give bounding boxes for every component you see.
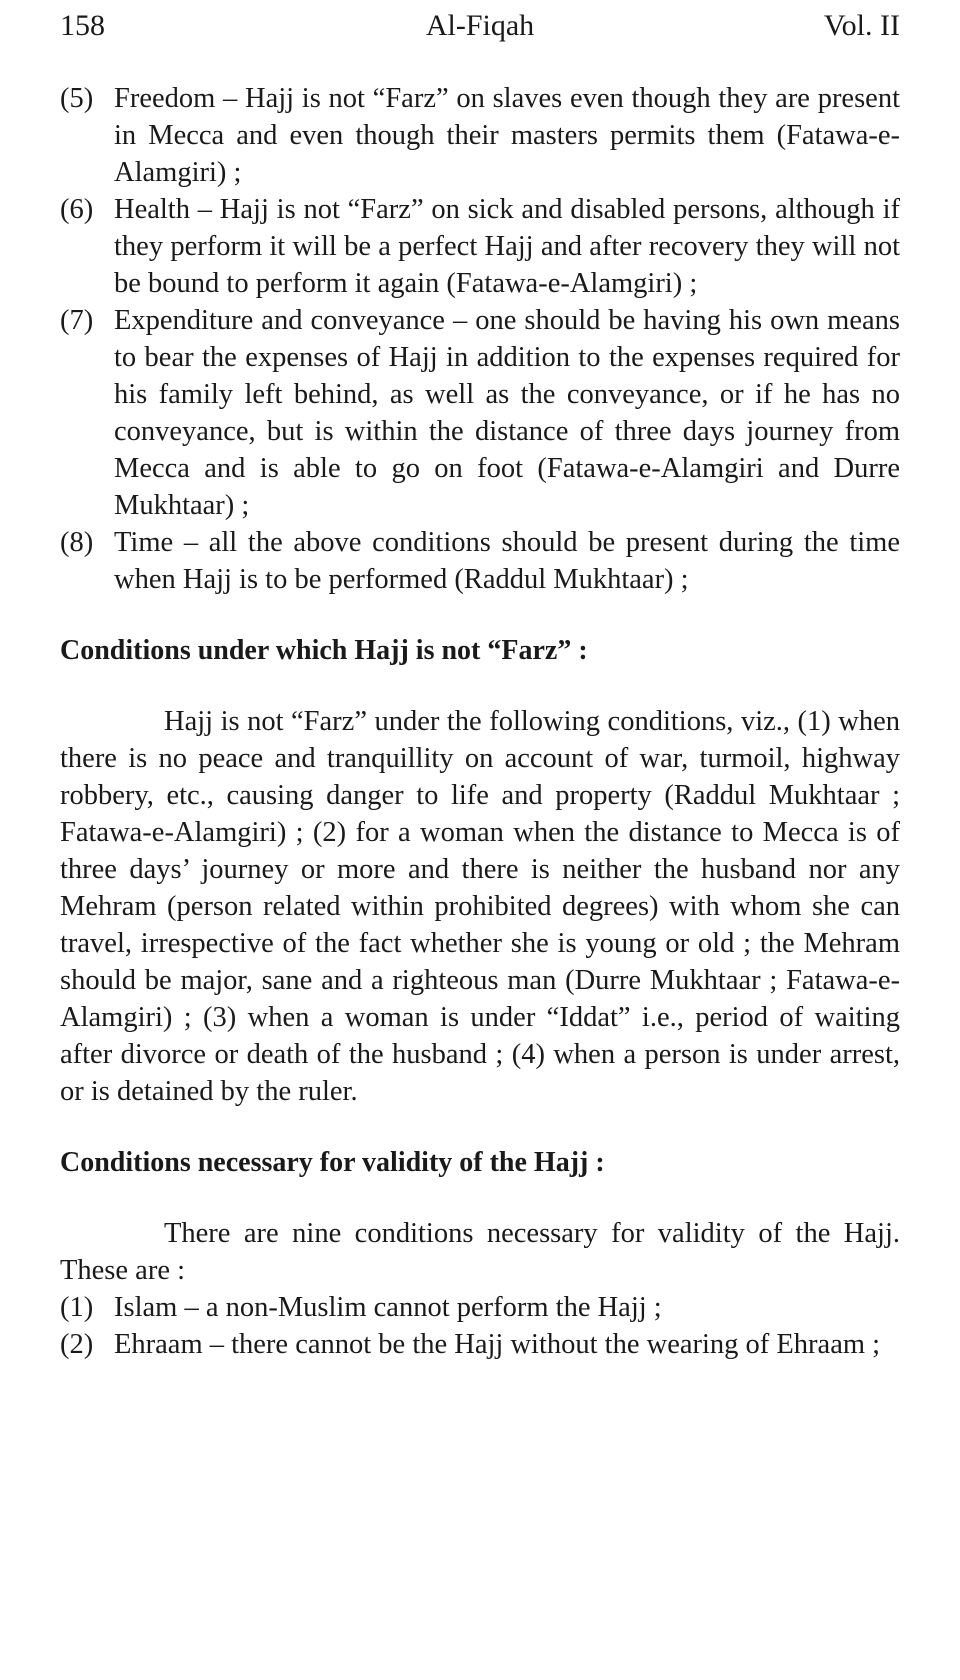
list-item-number: (1) — [60, 1292, 94, 1323]
list-item-text: Health – Hajj is not “Farz” on sick and disabled persons, although if they perform it will be a perfect Hajj and after recovery they will not be bound to perform it again (Fatawa-e-Alamgiri) ; — [114, 194, 900, 299]
list-item-number: (7) — [60, 305, 94, 336]
list-item-number: (2) — [60, 1329, 94, 1360]
book-page — [60, 0, 900, 1363]
list-item — [60, 1289, 900, 1326]
list-item-text: Ehraam – there cannot be the Hajj without the wearing of Ehraam ; — [114, 1329, 881, 1360]
section-paragraph-not-farz: Hajj is not “Farz” under the following conditions, viz., (1) when there is no peace and tranquillity on account of war, turmoil, highway robbery, etc., causing danger to life and property (Raddul Mukhtaar ; Fatawa-e-Alamgiri) ; (2) for a woman when the distance to Mecca is of three days’ journey or more and there is neither the husband nor any Mehram (person related within prohibited degrees) with whom she can travel, irrespective of the fact whether she is young or old ; the Mehram should be major, sane and a righteous man (Durre Mukhtaar ; Fatawa-e-Alamgiri) ; (3) when a woman is under “Iddat” i.e., period of waiting after divorce or death of the husband ; (4) when a person is under arrest, or is detained by the ruler. — [60, 706, 900, 1107]
page-number: 158 — [60, 9, 105, 42]
validity-conditions-list — [60, 1289, 900, 1363]
list-item — [60, 1326, 900, 1363]
section-paragraph-validity: There are nine conditions necessary for validity of the Hajj. These are : — [60, 1218, 900, 1286]
list-item — [60, 524, 900, 598]
list-item — [60, 302, 900, 524]
list-item-text: Time – all the above conditions should be present during the time when Hajj is to be performed (Raddul Mukhtaar) ; — [114, 527, 900, 595]
list-item-text: Islam – a non-Muslim cannot perform the Hajj ; — [114, 1292, 662, 1323]
list-item-text: Freedom – Hajj is not “Farz” on slaves even though they are present in Mecca and even though their masters permits them (Fatawa-e-Alamgiri) ; — [114, 83, 900, 188]
conditions-list-continued — [60, 80, 900, 598]
list-item-number: (8) — [60, 527, 94, 558]
list-item-number: (6) — [60, 194, 94, 225]
list-item-text: Expenditure and conveyance – one should be having his own means to bear the expenses of Hajj in addition to the expenses required for his family left behind, as well as the conveyance, or if he has no conveyance, but is within the distance of three days journey from Mecca and is able to go on foot (Fatawa-e-Alamgiri and Durre Mukhtaar) ; — [114, 305, 900, 521]
book-title: Al-Fiqah — [425, 9, 535, 42]
list-item — [60, 191, 900, 302]
running-head — [60, 6, 900, 46]
list-item-number: (5) — [60, 83, 94, 114]
volume-label: Vol. II — [823, 9, 900, 42]
section-heading-validity: Conditions necessary for validity of the Hajj : — [60, 1147, 605, 1178]
list-item — [60, 80, 900, 191]
section-heading-not-farz: Conditions under which Hajj is not “Farz” : — [60, 635, 588, 666]
